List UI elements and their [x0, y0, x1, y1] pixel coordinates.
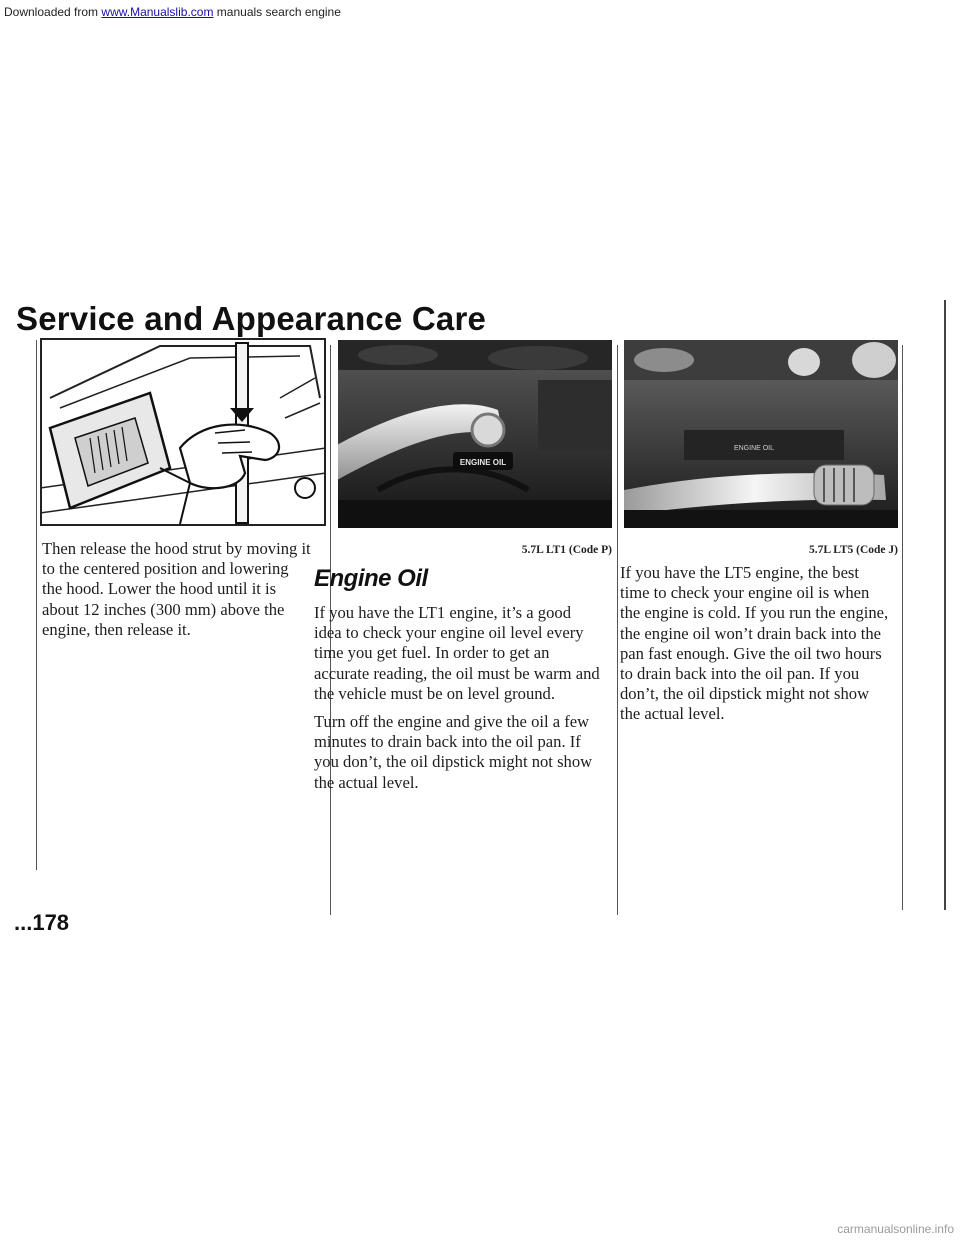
column2-text: [314, 603, 602, 801]
download-banner: [0, 0, 960, 22]
lt5-engine-photo: [624, 340, 898, 528]
section-title: Service and Appearance Care: [16, 300, 487, 337]
lt5-figure-caption: 5.7L LT5 (Code J): [808, 544, 898, 556]
lt1-engine-oil-cap-text: ENGINE OIL: [459, 458, 507, 467]
page-number: ...178: [14, 910, 70, 935]
column-rule-left: [36, 340, 37, 870]
lt1-engine-image: [338, 340, 612, 528]
lt1-figure-caption: 5.7L LT1 (Code P): [521, 544, 612, 556]
download-prefix: Downloaded from: [4, 5, 99, 19]
column-rule-far-right: [902, 345, 903, 910]
lt1-engine-photo: [338, 340, 612, 528]
lt5-paragraph: If you have the LT5 engine, the best time to check your engine oil is when the engine is cold. If you run the engine, the engine oil won’t drain back into the pan fast enough. Give the oil two hours to drain back into the oil pan. If you don’t, the oil dipstick might not show the actual level.: [620, 563, 889, 724]
engine-oil-heading: Engine Oil: [314, 565, 428, 592]
download-suffix: manuals search engine: [216, 5, 341, 19]
lt1-paragraph-2: Turn off the engine and give the oil a few minutes to drain back into the oil pan. If you don’t, the oil dipstick might not show the actual level.: [314, 712, 593, 792]
column1-text: [42, 539, 312, 648]
hood-release-paragraph: Then release the hood strut by moving it to the centered position and lowering the hood. Lower the hood until it is about 12 inches (300 mm) above the engine, then release it.: [42, 539, 311, 639]
lt5-engine-image: [624, 340, 898, 528]
manualslib-link[interactable]: www.Manualslib.com: [101, 5, 214, 19]
lt1-paragraph-1: If you have the LT1 engine, it’s a good idea to check your engine oil level every time you get fuel. In order to get an accurate reading, the oil must be warm and the vehicle must be on level ground.: [314, 603, 600, 703]
column-rule-right: [617, 345, 618, 915]
footer-watermark: carmanualsonline.info: [837, 1222, 954, 1236]
lt5-engine-oil-cap-text: ENGINE OIL: [733, 445, 775, 452]
hood-strut-illustration: [40, 338, 326, 526]
page-edge: [944, 300, 946, 910]
hood-strut-drawing: [40, 338, 326, 526]
column3-text: [620, 563, 890, 733]
